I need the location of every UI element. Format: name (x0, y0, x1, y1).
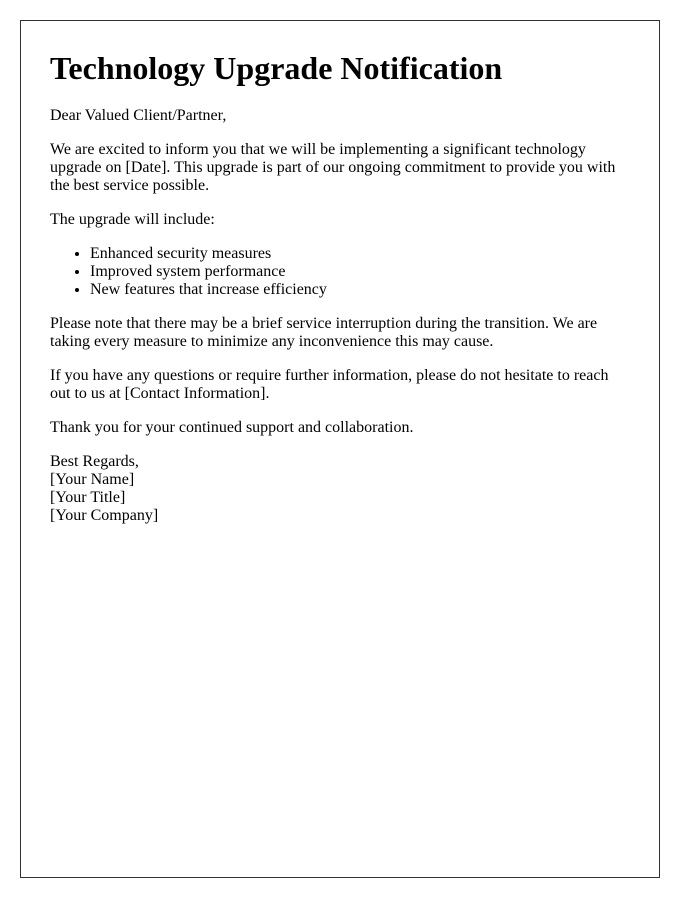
letter-title: Technology Upgrade Notification (50, 50, 503, 86)
intro-paragraph: We are excited to inform you that we will be implementing a significant technology upgrade on [Date]. This upgrade is part of our ongoing commitment to provide you with the best service possible. (50, 141, 616, 194)
questions-paragraph: If you have any questions or require further information, please do not hesitate to reach out to us at [Contact Information]. (50, 367, 609, 402)
closing-block (50, 453, 631, 525)
greeting: Dear Valued Client/Partner, (50, 107, 227, 124)
letter-page (20, 20, 660, 878)
valediction: Best Regards, (50, 453, 139, 470)
upgrade-lead-paragraph: The upgrade will include: (50, 211, 215, 228)
sender-name: [Your Name] (50, 471, 135, 488)
upgrade-list-item: • Enhanced security measures (90, 245, 631, 263)
thanks-paragraph: Thank you for your continued support and collaboration. (50, 419, 414, 436)
upgrade-list-item: • New features that increase efficiency (90, 281, 631, 299)
sender-title: [Your Title] (50, 489, 126, 506)
sender-company: [Your Company] (50, 507, 159, 524)
upgrade-list-item: • Improved system performance (90, 263, 631, 281)
upgrade-list (50, 245, 631, 299)
interruption-paragraph: Please note that there may be a brief service interruption during the transition. We are taking every measure to minimize any inconvenience this may cause. (50, 315, 598, 350)
